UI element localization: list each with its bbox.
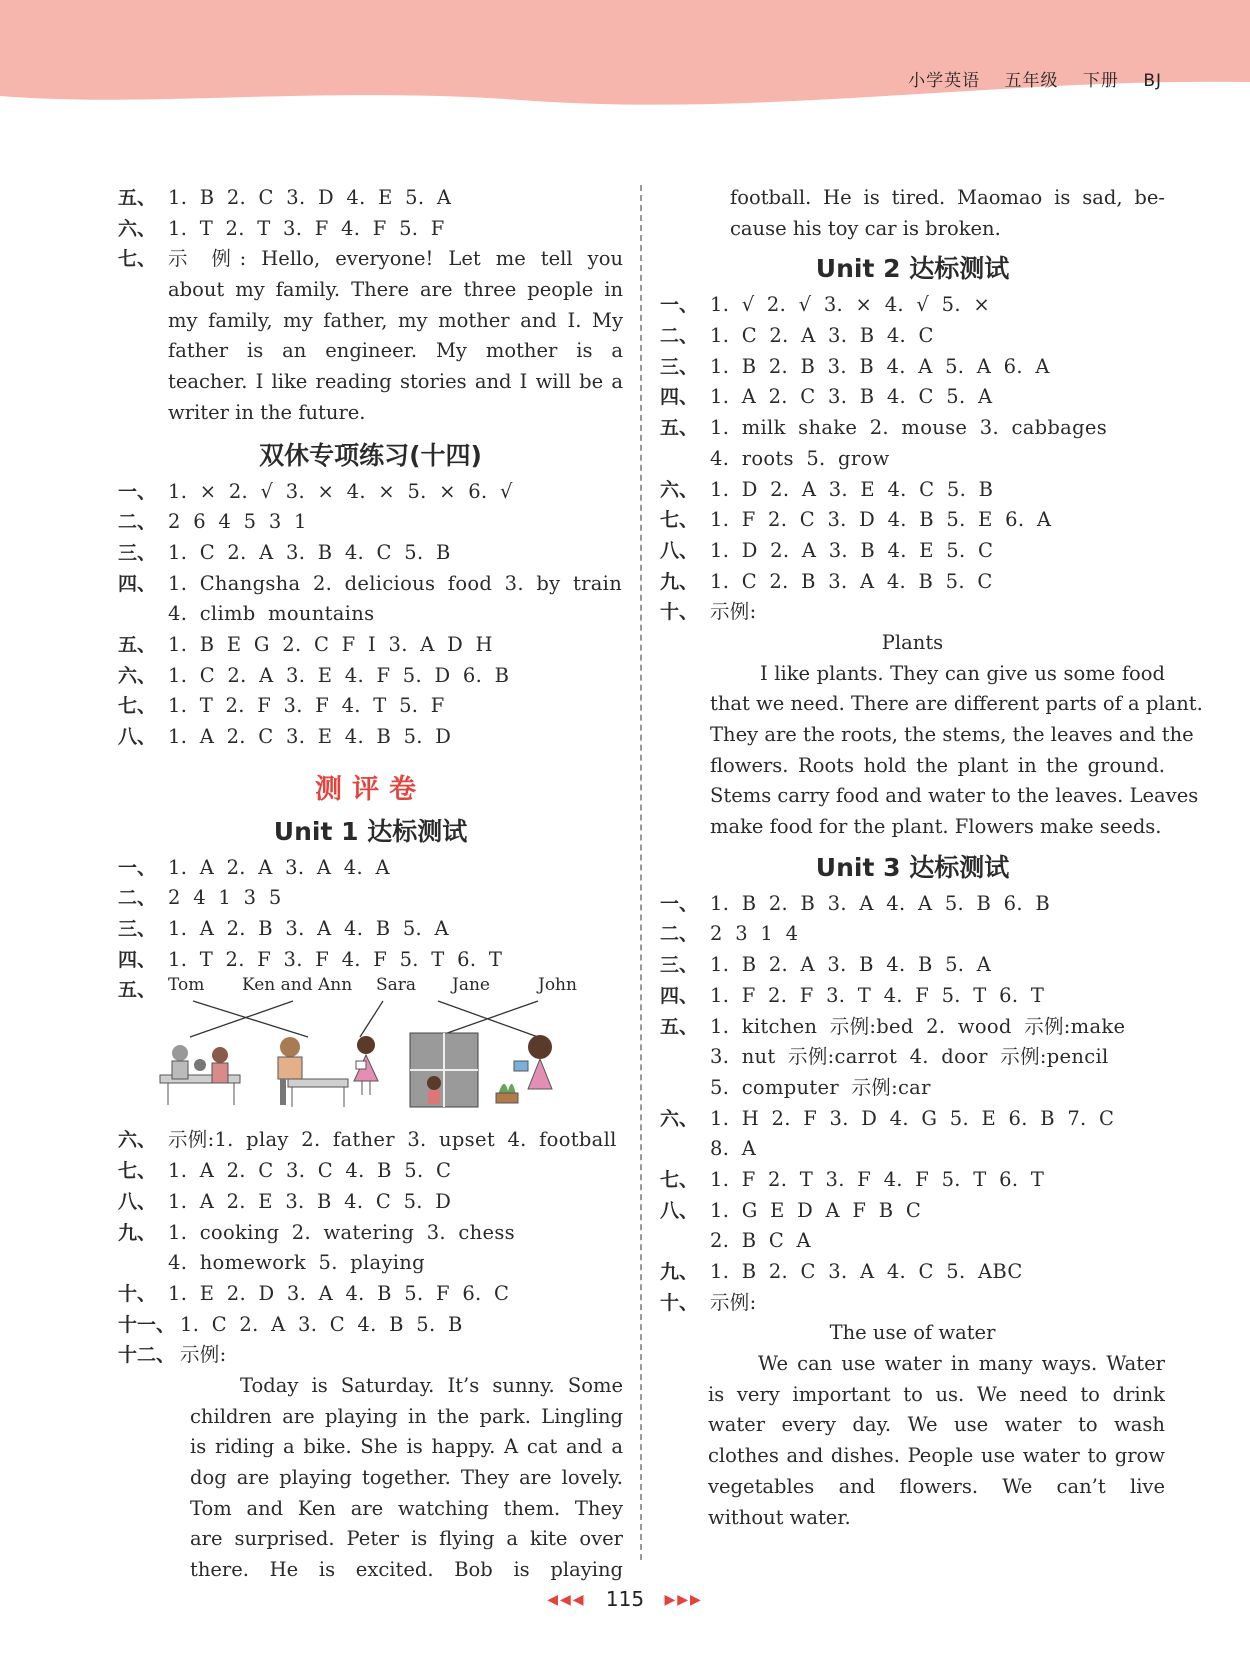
paragraph-line: Stems carry food and water to the leaves. Leaves [710,784,1199,808]
answer-text: 1. E 2. D 3. A 4. B 5. F 6. C [168,1281,510,1305]
sample-essay [660,659,1203,843]
question-number: 四、 [660,984,699,1007]
paragraph-line: vegetables and flowers. We can’t live [708,1474,1165,1498]
section-title: 双休专项练习(十四) [259,440,482,470]
answer-text: 2 6 4 5 3 1 [168,510,307,534]
answer-text: 4. homework 5. playing [168,1251,425,1275]
answer-text: 1. A 2. C 3. E 4. B 5. D [168,725,452,748]
paragraph-line: without water. [708,1505,851,1529]
page-header [890,66,1162,91]
answer-text: 1. F 2. F 3. T 4. F 5. T 6. T [710,983,1045,1007]
question-number: 八、 [118,726,157,748]
answer-line [660,1196,1165,1227]
sample-paragraph [118,244,623,428]
essay-title: Plants [881,630,944,654]
question-number: 二、 [660,325,699,348]
answer-text: 示例: [710,600,757,624]
paragraph-line: water every day. We use water to wash [708,1413,1165,1437]
matching-illustration [118,975,623,1125]
answer-text: 示例: [180,1343,227,1367]
evaluation-title: 测评卷 [315,773,426,805]
question-number: 七、 [118,695,157,718]
answer-text: 1. A 2. C 3. C 4. B 5. C [168,1159,452,1183]
match-lines [190,1001,538,1037]
answer-line [660,1042,1165,1073]
paragraph-line: clothes and dishes. People use water to grow [708,1444,1165,1468]
paragraph-line: my family, my father, my mother and I. My [168,308,623,332]
question-number: 六、 [660,478,699,501]
page-footer [0,1587,1250,1611]
question-number: 十二、 [118,1344,176,1367]
answer-line [660,889,1165,920]
question-number: 十一、 [118,1313,176,1336]
match-name-ken-ann: Ken and Ann [242,975,353,996]
answer-line [118,1125,623,1156]
paragraph-line: We can use water in many ways. Water [758,1352,1165,1376]
carry-paragraph [660,183,1165,244]
picture-girl-watering [496,1035,552,1103]
question-number: 七、 [660,1168,699,1191]
answer-line [660,536,1165,567]
answer-line [660,382,1165,413]
answer-line [118,691,623,722]
answer-text: 1. kitchen 示例:bed 2. wood 示例:make [710,1014,1126,1038]
answer-line [660,290,1165,321]
picture-girl-book [354,1036,378,1095]
answer-text: 1. B 2. A 3. B 4. B 5. A [710,953,992,977]
question-number: 五、 [660,417,699,440]
answer-text: 1. T 2. F 3. F 4. T 5. F [168,694,445,718]
answer-text: 1. B 2. C 3. A 4. C 5. ABC [710,1260,1023,1283]
picture-family-table [160,1045,240,1105]
unit-title: Unit 3 达标测试 [815,852,1010,882]
answer-line [660,1226,1165,1257]
paragraph-line: cause his toy car is broken. [730,216,1001,240]
question-number: 四、 [118,948,157,971]
left-column [118,183,623,1586]
paragraph-line: I like plants. They can give us some food [760,661,1165,685]
unit-title: Unit 1 达标测试 [273,816,468,846]
answer-text: 1. A 2. C 3. B 4. C 5. A [710,385,993,409]
matching-question [118,975,623,1125]
answer-line [118,914,623,945]
answer-line [118,183,623,214]
question-number: 三、 [118,541,157,564]
answer-line [660,1257,1165,1288]
header-edition: BJ [1143,71,1162,91]
answer-line [660,597,1165,628]
answer-text: 1. B 2. B 3. A 4. A 5. B 6. B [710,891,1050,915]
answer-line [118,538,623,569]
question-number: 一、 [660,294,699,317]
answer-text: 1. B 2. C 3. D 4. E 5. A [168,186,452,209]
answer-text: 1. cooking 2. watering 3. chess [168,1220,515,1244]
question-number: 三、 [660,954,699,977]
paragraph-line: there. He is excited. Bob is playing [190,1558,623,1582]
header-band [0,0,1250,110]
answer-text: 5. computer 示例:car [710,1075,931,1099]
paragraph-line: teacher. I like reading stories and I will be a [168,370,623,394]
answer-line [660,475,1165,506]
question-number: 九、 [660,570,699,593]
question-number: 一、 [118,856,157,879]
question-number: 一、 [660,892,699,915]
paragraph-line: is riding a bike. She is happy. A cat and a [190,1435,623,1459]
paragraph-line: football. He is tired. Maomao is sad, be- [730,186,1165,209]
question-number: 五、 [118,187,157,209]
answer-line [118,883,623,914]
answer-text: 8. A [710,1137,757,1161]
answer-line [660,1073,1165,1104]
answer-text: 示例:1. play 2. father 3. upset 4. football [168,1128,617,1152]
question-number: 九、 [660,1261,699,1283]
question-number: 五、 [118,979,157,1002]
match-name-sara: Sara [376,975,417,996]
essay-title: The use of water [829,1321,996,1345]
answer-line [660,1165,1165,1196]
answer-text: 1. B 2. B 3. B 4. A 5. A 6. A [710,354,1050,378]
answer-line [118,1340,623,1371]
answer-line [660,919,1165,950]
answer-text: 1. C 2. A 3. B 4. C [710,324,934,348]
answer-text: 1. A 2. A 3. A 4. A [168,855,390,879]
right-column [660,183,1203,1533]
question-number: 十、 [660,1291,699,1314]
sample-essay [118,1371,623,1586]
question-number: 六、 [118,664,157,687]
answer-text: 2 3 1 4 [710,922,799,946]
answer-line [118,661,623,692]
match-name-john: John [538,975,577,996]
answer-text: 1. × 2. √ 3. × 4. × 5. × 6. √ [168,479,513,503]
answer-text: 4. roots 5. grow [710,446,890,470]
answer-line [660,505,1165,536]
answer-line [118,1279,623,1310]
answer-text: 1. F 2. T 3. F 4. F 5. T 6. T [710,1167,1045,1191]
paragraph-line: about my family. There are three people in [168,278,623,302]
paragraph-line: are surprised. Peter is flying a kite over [190,1527,623,1551]
paragraph-line: is very important to us. We need to drink [708,1382,1165,1406]
answer-text: 4. climb mountains [168,602,375,626]
answer-text: 1. C 2. B 3. A 4. B 5. C [710,569,993,593]
answer-line [118,630,623,661]
answer-text: 1. T 2. F 3. F 4. F 5. T 6. T [168,947,503,971]
paragraph-line: Today is Saturday. It’s sunny. Some [240,1373,623,1397]
answer-line [660,413,1165,444]
sample-essay [660,1349,1165,1533]
answer-line [660,1134,1165,1165]
header-grade: 五年级 [1004,71,1059,91]
answer-text: 1. Changsha 2. delicious food 3. by train [168,571,623,595]
question-number: 九、 [118,1221,157,1244]
match-name-tom: Tom [168,975,205,996]
answer-text: 1. C 2. A 3. B 4. C 5. B [168,540,451,564]
question-number: 十、 [118,1282,157,1305]
paragraph-line: that we need. There are different parts of a plant. [710,692,1203,716]
question-number: 五、 [660,1015,699,1038]
question-number: 五、 [118,633,157,656]
paragraph-line: father is an engineer. My mother is a [168,339,623,363]
question-number: 十、 [660,601,699,624]
question-number: 六、 [118,217,157,240]
unit-title: Unit 2 达标测试 [815,254,1010,284]
question-number: 八、 [660,1199,699,1222]
answer-line [660,1288,1165,1319]
answer-line [118,722,623,753]
answer-text: 1. A 2. E 3. B 4. C 5. D [168,1189,452,1213]
paragraph-line: flowers. Roots hold the plant in the ground. [710,753,1165,777]
question-number: 二、 [118,887,157,910]
question-number: 七、 [660,509,699,532]
answer-line [660,950,1165,981]
paragraph-line: children are playing in the park. Lingling [190,1404,623,1428]
answer-line [118,1156,623,1187]
question-number: 四、 [118,572,157,595]
answer-line [660,1012,1165,1043]
answer-text: 3. nut 示例:carrot 4. door 示例:pencil [710,1045,1109,1069]
answer-line [660,444,1165,475]
answer-line [660,981,1165,1012]
answer-line [118,945,623,976]
answer-text: 1. A 2. B 3. A 4. B 5. A [168,917,449,941]
answer-line [660,321,1165,352]
answer-line [118,853,623,884]
answer-line [118,1218,623,1249]
answer-text: 1. D 2. A 3. B 4. E 5. C [710,538,994,562]
question-number: 七、 [118,248,157,271]
answer-text: 2 4 1 3 5 [168,886,282,910]
answer-line [118,1187,623,1218]
answer-line [118,1248,623,1279]
question-number: 二、 [118,511,157,534]
answer-line [118,1310,623,1341]
paragraph-line: writer in the future. [168,400,366,424]
answer-text: 1. B E G 2. C F I 3. A D H [168,632,493,656]
paragraph-line: 示 例: Hello, everyone! Let me tell you [168,247,623,271]
picture-window [410,1033,478,1107]
question-number: 六、 [660,1107,699,1130]
paragraph-line: They are the roots, the stems, the leaves and the [710,723,1194,746]
question-number: 三、 [660,355,699,378]
answer-text: 1. T 2. T 3. F 4. F 5. F [168,216,445,240]
column-divider [640,185,642,1560]
answer-text: 2. B C A [710,1229,811,1253]
match-name-jane: Jane [452,975,490,996]
question-number: 四、 [660,386,699,409]
question-number: 一、 [118,480,157,503]
picture-boy-table [278,1037,348,1107]
question-number: 三、 [118,918,157,941]
right-arrows-icon: ▶▶▶ [664,1592,703,1608]
answer-text: 1. D 2. A 3. E 4. C 5. B [710,477,994,501]
answer-text: 1. √ 2. √ 3. × 4. √ 5. × [710,293,990,317]
paragraph-line: dog are playing together. They are lovely. [190,1466,623,1489]
answer-text: 1. C 2. A 3. C 4. B 5. B [180,1312,463,1336]
question-number: 七、 [118,1160,157,1183]
header-volume: 下册 [1082,71,1119,91]
answer-text: 1. F 2. C 3. D 4. B 5. E 6. A [710,508,1052,532]
answer-text: 示例: [710,1290,757,1314]
question-number: 八、 [660,539,699,562]
paragraph-line: make food for the plant. Flowers make seeds. [710,815,1162,839]
question-number: 二、 [660,923,699,946]
answer-line [118,477,623,508]
header-subject: 小学英语 [908,71,981,91]
answer-text: 1. C 2. A 3. E 4. F 5. D 6. B [168,663,510,687]
answer-line [660,352,1165,383]
answer-line [118,599,623,630]
question-number: 六、 [118,1129,157,1152]
answer-text: 1. milk shake 2. mouse 3. cabbages [710,416,1108,440]
left-arrows-icon: ◀◀◀ [547,1592,586,1608]
answer-text: 1. G E D A F B C [710,1198,922,1222]
answer-line [660,1104,1165,1135]
answer-line [660,567,1165,598]
answer-line [118,507,623,538]
paragraph-line: Tom and Ken are watching them. They [190,1496,623,1520]
question-number: 八、 [118,1190,157,1213]
answer-line [118,214,623,245]
answer-line [118,569,623,600]
answer-text: 1. H 2. F 3. D 4. G 5. E 6. B 7. C [710,1106,1115,1130]
page-number: 115 [605,1587,645,1611]
